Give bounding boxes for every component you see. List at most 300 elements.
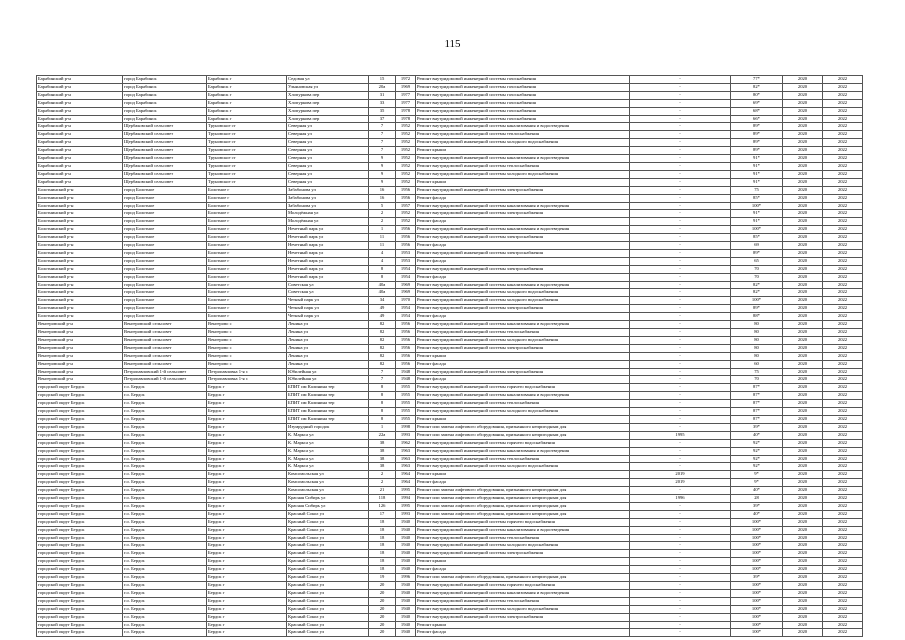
table-row xyxy=(37,210,863,218)
house-number-cell: 2 xyxy=(369,210,396,218)
work-type-cell: Ремонт внутридомовой инженерной системы канализования и водоотведения xyxy=(416,392,630,400)
start-year-cell: 2020 xyxy=(783,574,823,582)
last-repair-year-cell: - xyxy=(630,439,731,447)
last-repair-year-cell: - xyxy=(630,321,731,329)
street-cell: Красный Сокол ул xyxy=(287,526,369,534)
build-year-cell: 1955 xyxy=(396,392,416,400)
last-repair-year-cell: - xyxy=(630,265,731,273)
build-year-cell: 1956 xyxy=(396,194,416,202)
work-type-cell: Ремонт внутридомовой инженерной системы газоснабжения xyxy=(416,76,630,84)
wear-percent-cell: 91* xyxy=(731,178,783,186)
settlement-cell: Бердск г xyxy=(207,558,287,566)
build-year-cell: 1998 xyxy=(396,423,416,431)
start-year-cell: 2020 xyxy=(783,155,823,163)
wear-percent-cell: 39* xyxy=(731,502,783,510)
last-repair-year-cell: 2019 xyxy=(630,471,731,479)
house-number-cell: 20а xyxy=(369,83,396,91)
district-cell: городской округ Бердск xyxy=(37,408,123,416)
build-year-cell: 1955 xyxy=(396,408,416,416)
wear-percent-cell: 100* xyxy=(731,597,783,605)
municipality-cell: Венгеровский сельсовет xyxy=(123,344,207,352)
house-number-cell: 18 xyxy=(369,542,396,550)
build-year-cell: 1952 xyxy=(396,123,416,131)
work-type-cell: Ремонт внутридомовой инженерной системы холодного водоснабжения xyxy=(416,297,630,305)
work-type-cell: Ремонт внутридомовой инженерной системы теплоснабжения xyxy=(416,329,630,337)
settlement-cell: Венгерово с xyxy=(207,360,287,368)
work-type-cell: Ремонт внутридомовой инженерной системы газоснабжения xyxy=(416,91,630,99)
house-number-cell: 17 xyxy=(369,510,396,518)
wear-percent-cell: 87* xyxy=(731,384,783,392)
table-row xyxy=(37,558,863,566)
district-cell: городской округ Бердск xyxy=(37,392,123,400)
municipality-cell: Щербаковский сельсовет xyxy=(123,155,207,163)
work-type-cell: Ремонт или замена лифтового оборудования, признанного непригодным для xyxy=(416,487,630,495)
last-repair-year-cell: - xyxy=(630,455,731,463)
table-row xyxy=(37,273,863,281)
wear-percent-cell: 69* xyxy=(731,99,783,107)
start-year-cell: 2020 xyxy=(783,495,823,503)
last-repair-year-cell: - xyxy=(630,281,731,289)
build-year-cell: 1978 xyxy=(396,107,416,115)
work-type-cell: Ремонт внутридомовой инженерной системы канализования и водоотведения xyxy=(416,321,630,329)
build-year-cell: 1940 xyxy=(396,589,416,597)
street-cell: Ленина ул xyxy=(287,352,369,360)
table-row xyxy=(37,439,863,447)
municipality-cell: город Болотное xyxy=(123,257,207,265)
end-year-cell: 2022 xyxy=(823,336,863,344)
table-row xyxy=(37,629,863,637)
work-type-cell: Ремонт фасада xyxy=(416,242,630,250)
work-type-cell: Ремонт крыши xyxy=(416,558,630,566)
last-repair-year-cell: - xyxy=(630,115,731,123)
house-number-cell: 82 xyxy=(369,329,396,337)
last-repair-year-cell: - xyxy=(630,605,731,613)
district-cell: Болотнинский р-н xyxy=(37,218,123,226)
wear-percent-cell: 89* xyxy=(731,139,783,147)
municipality-cell: г.о. Бердск xyxy=(123,558,207,566)
end-year-cell: 2022 xyxy=(823,329,863,337)
district-cell: Барабинский р-н xyxy=(37,139,123,147)
end-year-cell: 2022 xyxy=(823,162,863,170)
street-cell: Нечетный парк ул xyxy=(287,234,369,242)
settlement-cell: Болотное г xyxy=(207,289,287,297)
build-year-cell: 1954 xyxy=(396,305,416,313)
table-row xyxy=(37,83,863,91)
district-cell: Венгеровский р-н xyxy=(37,368,123,376)
start-year-cell: 2020 xyxy=(783,249,823,257)
table-row xyxy=(37,218,863,226)
build-year-cell: 1963 xyxy=(396,463,416,471)
house-number-cell: 31 xyxy=(369,91,396,99)
end-year-cell: 2022 xyxy=(823,147,863,155)
build-year-cell: 1940 xyxy=(396,526,416,534)
settlement-cell: Бердск г xyxy=(207,510,287,518)
start-year-cell: 2020 xyxy=(783,218,823,226)
street-cell: Северная ул xyxy=(287,123,369,131)
district-cell: городской округ Бердск xyxy=(37,589,123,597)
work-type-cell: Ремонт внутридомовой инженерной системы горячего водоснабжения xyxy=(416,518,630,526)
work-type-cell: Ремонт фасада xyxy=(416,360,630,368)
wear-percent-cell: 39* xyxy=(731,423,783,431)
municipality-cell: Щербаковский сельсовет xyxy=(123,147,207,155)
settlement-cell: Бердск г xyxy=(207,415,287,423)
work-type-cell: Ремонт фасада xyxy=(416,194,630,202)
start-year-cell: 2020 xyxy=(783,226,823,234)
settlement-cell: Барабинск г xyxy=(207,83,287,91)
street-cell: Красный Сокол ул xyxy=(287,621,369,629)
wear-percent-cell: 70 xyxy=(731,376,783,384)
municipality-cell: город Болотное xyxy=(123,265,207,273)
build-year-cell: 1940 xyxy=(396,582,416,590)
street-cell: Нечетный парк ул xyxy=(287,257,369,265)
district-cell: городской округ Бердск xyxy=(37,613,123,621)
wear-percent-cell: 40* xyxy=(731,510,783,518)
wear-percent-cell: 91* xyxy=(731,162,783,170)
build-year-cell: 1952 xyxy=(396,131,416,139)
house-number-cell: 18 xyxy=(369,566,396,574)
work-type-cell: Ремонт крыши xyxy=(416,415,630,423)
end-year-cell: 2022 xyxy=(823,471,863,479)
district-cell: Барабинский р-н xyxy=(37,83,123,91)
end-year-cell: 2022 xyxy=(823,273,863,281)
work-type-cell: Ремонт крыши xyxy=(416,621,630,629)
build-year-cell: 1995 xyxy=(396,487,416,495)
last-repair-year-cell: - xyxy=(630,629,731,637)
house-number-cell: 8 xyxy=(369,265,396,273)
house-number-cell: 20 xyxy=(369,621,396,629)
municipality-cell: г.о. Бердск xyxy=(123,447,207,455)
street-cell: К. Маркса ул xyxy=(287,431,369,439)
work-type-cell: Ремонт внутридомовой инженерной системы канализования и водоотведения xyxy=(416,589,630,597)
start-year-cell: 2020 xyxy=(783,273,823,281)
district-cell: Болотнинский р-н xyxy=(37,273,123,281)
district-cell: Барабинский р-н xyxy=(37,155,123,163)
wear-percent-cell: 75 xyxy=(731,368,783,376)
settlement-cell: Бердск г xyxy=(207,502,287,510)
district-cell: городской округ Бердск xyxy=(37,431,123,439)
last-repair-year-cell: - xyxy=(630,313,731,321)
work-type-cell: Ремонт внутридомовой инженерной системы канализования и водоотведения xyxy=(416,526,630,534)
last-repair-year-cell: 1995 xyxy=(630,431,731,439)
end-year-cell: 2022 xyxy=(823,194,863,202)
settlement-cell: Бердск г xyxy=(207,574,287,582)
start-year-cell: 2020 xyxy=(783,479,823,487)
street-cell: Красный Сокол ул xyxy=(287,534,369,542)
last-repair-year-cell: - xyxy=(630,162,731,170)
work-type-cell: Ремонт внутридомовой инженерной системы газоснабжения xyxy=(416,83,630,91)
wear-percent-cell: 89* xyxy=(731,123,783,131)
start-year-cell: 2020 xyxy=(783,597,823,605)
work-type-cell: Ремонт внутридомовой инженерной системы электроснабжения xyxy=(416,186,630,194)
street-cell: Ульяновская ул xyxy=(287,83,369,91)
house-number-cell: 9 xyxy=(369,155,396,163)
end-year-cell: 2022 xyxy=(823,439,863,447)
municipality-cell: Венгеровский сельсовет xyxy=(123,360,207,368)
build-year-cell: 1940 xyxy=(396,558,416,566)
street-cell: Четный парк ул xyxy=(287,305,369,313)
municipality-cell: город Барабинск xyxy=(123,99,207,107)
settlement-cell: Бердск г xyxy=(207,471,287,479)
wear-percent-cell: 92* xyxy=(731,447,783,455)
build-year-cell: 1963 xyxy=(396,455,416,463)
last-repair-year-cell: - xyxy=(630,155,731,163)
last-repair-year-cell: - xyxy=(630,502,731,510)
street-cell: К. Маркса ул xyxy=(287,447,369,455)
repair-schedule-table xyxy=(36,75,863,637)
build-year-cell: 1969 xyxy=(396,281,416,289)
settlement-cell: Болотное г xyxy=(207,218,287,226)
start-year-cell: 2020 xyxy=(783,202,823,210)
work-type-cell: Ремонт или замена лифтового оборудования, признанного непригодным для xyxy=(416,510,630,518)
end-year-cell: 2022 xyxy=(823,257,863,265)
district-cell: Болотнинский р-н xyxy=(37,234,123,242)
end-year-cell: 2022 xyxy=(823,305,863,313)
end-year-cell: 2022 xyxy=(823,226,863,234)
house-number-cell: 37 xyxy=(369,115,396,123)
start-year-cell: 2020 xyxy=(783,368,823,376)
end-year-cell: 2022 xyxy=(823,376,863,384)
work-type-cell: Ремонт или замена лифтового оборудования, признанного непригодным для xyxy=(416,502,630,510)
district-cell: городской округ Бердск xyxy=(37,510,123,518)
district-cell: Болотнинский р-н xyxy=(37,265,123,273)
end-year-cell: 2022 xyxy=(823,265,863,273)
settlement-cell: Болотное г xyxy=(207,297,287,305)
build-year-cell: 1993 xyxy=(396,431,416,439)
street-cell: Северная ул xyxy=(287,162,369,170)
district-cell: городской округ Бердск xyxy=(37,526,123,534)
street-cell: Комсомольская ул xyxy=(287,471,369,479)
municipality-cell: г.о. Бердск xyxy=(123,605,207,613)
table-row xyxy=(37,305,863,313)
settlement-cell: Барабинск г xyxy=(207,99,287,107)
house-number-cell: 82 xyxy=(369,336,396,344)
end-year-cell: 2022 xyxy=(823,289,863,297)
end-year-cell: 2022 xyxy=(823,202,863,210)
wear-percent-cell: 100* xyxy=(731,526,783,534)
wear-percent-cell: 68* xyxy=(731,107,783,115)
house-number-cell: 18 xyxy=(369,534,396,542)
table-row xyxy=(37,202,863,210)
start-year-cell: 2020 xyxy=(783,566,823,574)
wear-percent-cell: 100* xyxy=(731,582,783,590)
start-year-cell: 2020 xyxy=(783,384,823,392)
build-year-cell: 1977 xyxy=(396,91,416,99)
street-cell: Красный Сокол ул xyxy=(287,613,369,621)
last-repair-year-cell: - xyxy=(630,242,731,250)
street-cell: Красный Сокол ул xyxy=(287,510,369,518)
street-cell: Хлопуркова пер xyxy=(287,91,369,99)
street-cell: Красный Сокол ул xyxy=(287,605,369,613)
municipality-cell: г.о. Бердск xyxy=(123,487,207,495)
municipality-cell: город Болотное xyxy=(123,234,207,242)
wear-percent-cell: 82* xyxy=(731,83,783,91)
street-cell: Красный Сокол ул xyxy=(287,542,369,550)
street-cell: К. Маркса ул xyxy=(287,463,369,471)
municipality-cell: город Болотное xyxy=(123,186,207,194)
build-year-cell: 1963 xyxy=(396,447,416,455)
district-cell: Барабинский р-н xyxy=(37,99,123,107)
start-year-cell: 2020 xyxy=(783,131,823,139)
start-year-cell: 2020 xyxy=(783,123,823,131)
municipality-cell: город Болотное xyxy=(123,305,207,313)
end-year-cell: 2022 xyxy=(823,415,863,423)
municipality-cell: г.о. Бердск xyxy=(123,597,207,605)
last-repair-year-cell: - xyxy=(630,423,731,431)
end-year-cell: 2022 xyxy=(823,526,863,534)
district-cell: Венгеровский р-н xyxy=(37,321,123,329)
build-year-cell: 1952 xyxy=(396,218,416,226)
table-row xyxy=(37,99,863,107)
wear-percent-cell: 100* xyxy=(731,566,783,574)
house-number-cell: 20 xyxy=(369,605,396,613)
house-number-cell: 49 xyxy=(369,313,396,321)
street-cell: Забабонова ул xyxy=(287,186,369,194)
start-year-cell: 2020 xyxy=(783,431,823,439)
end-year-cell: 2022 xyxy=(823,186,863,194)
settlement-cell: Бердск г xyxy=(207,542,287,550)
last-repair-year-cell: - xyxy=(630,487,731,495)
district-cell: городской округ Бердск xyxy=(37,447,123,455)
build-year-cell: 1972 xyxy=(396,76,416,84)
table-body xyxy=(37,76,863,637)
work-type-cell: Ремонт внутридомовой инженерной системы электроснабжения xyxy=(416,210,630,218)
last-repair-year-cell: - xyxy=(630,99,731,107)
table-row xyxy=(37,518,863,526)
build-year-cell: 1940 xyxy=(396,613,416,621)
municipality-cell: г.о. Бердск xyxy=(123,542,207,550)
start-year-cell: 2020 xyxy=(783,344,823,352)
last-repair-year-cell: - xyxy=(630,344,731,352)
district-cell: городской округ Бердск xyxy=(37,566,123,574)
district-cell: Болотнинский р-н xyxy=(37,194,123,202)
municipality-cell: Щербаковский сельсовет xyxy=(123,162,207,170)
wear-percent-cell: 70 xyxy=(731,265,783,273)
house-number-cell: 49 xyxy=(369,305,396,313)
last-repair-year-cell: - xyxy=(630,336,731,344)
table-row xyxy=(37,526,863,534)
build-year-cell: 1940 xyxy=(396,566,416,574)
last-repair-year-cell: - xyxy=(630,360,731,368)
work-type-cell: Ремонт фасада xyxy=(416,566,630,574)
start-year-cell: 2020 xyxy=(783,210,823,218)
end-year-cell: 2022 xyxy=(823,115,863,123)
end-year-cell: 2022 xyxy=(823,297,863,305)
end-year-cell: 2022 xyxy=(823,534,863,542)
wear-percent-cell: 100* xyxy=(731,297,783,305)
house-number-cell: 1 xyxy=(369,423,396,431)
table-row xyxy=(37,139,863,147)
wear-percent-cell: 77* xyxy=(731,76,783,84)
end-year-cell: 2022 xyxy=(823,542,863,550)
settlement-cell: Бердск г xyxy=(207,463,287,471)
end-year-cell: 2022 xyxy=(823,597,863,605)
table-row xyxy=(37,360,863,368)
settlement-cell: Бердск г xyxy=(207,605,287,613)
last-repair-year-cell: - xyxy=(630,582,731,590)
work-type-cell: Ремонт фасада xyxy=(416,629,630,637)
build-year-cell: 1952 xyxy=(396,155,416,163)
end-year-cell: 2022 xyxy=(823,210,863,218)
start-year-cell: 2020 xyxy=(783,487,823,495)
work-type-cell: Ремонт фасада xyxy=(416,313,630,321)
district-cell: Барабинский р-н xyxy=(37,123,123,131)
start-year-cell: 2020 xyxy=(783,107,823,115)
settlement-cell: Труновское ст xyxy=(207,178,287,186)
start-year-cell: 2020 xyxy=(783,329,823,337)
district-cell: Болотнинский р-н xyxy=(37,202,123,210)
street-cell: Забабонова ул xyxy=(287,194,369,202)
district-cell: Болотнинский р-н xyxy=(37,210,123,218)
last-repair-year-cell: - xyxy=(630,534,731,542)
end-year-cell: 2022 xyxy=(823,368,863,376)
municipality-cell: Щербаковский сельсовет xyxy=(123,170,207,178)
settlement-cell: Болотное г xyxy=(207,226,287,234)
work-type-cell: Ремонт внутридомовой инженерной системы горячего водоснабжения xyxy=(416,384,630,392)
end-year-cell: 2022 xyxy=(823,218,863,226)
work-type-cell: Ремонт внутридомовой инженерной системы теплоснабжения xyxy=(416,400,630,408)
house-number-cell: 20 xyxy=(369,613,396,621)
work-type-cell: Ремонт внутридомовой инженерной системы канализования и водоотведения xyxy=(416,281,630,289)
district-cell: Венгеровский р-н xyxy=(37,376,123,384)
district-cell: Барабинский р-н xyxy=(37,131,123,139)
work-type-cell: Ремонт внутридомовой инженерной системы газоснабжения xyxy=(416,99,630,107)
build-year-cell: 1956 xyxy=(396,344,416,352)
table-row xyxy=(37,115,863,123)
start-year-cell: 2020 xyxy=(783,534,823,542)
table-row xyxy=(37,147,863,155)
house-number-cell: 20 xyxy=(369,589,396,597)
work-type-cell: Ремонт внутридомовой инженерной системы холодного водоснабжения xyxy=(416,542,630,550)
build-year-cell: 1957 xyxy=(396,202,416,210)
municipality-cell: город Болотное xyxy=(123,289,207,297)
table-row xyxy=(37,502,863,510)
end-year-cell: 2022 xyxy=(823,550,863,558)
street-cell: Ленина ул xyxy=(287,336,369,344)
district-cell: городской округ Бердск xyxy=(37,629,123,637)
wear-percent-cell: 100* xyxy=(731,518,783,526)
build-year-cell: 1956 xyxy=(396,329,416,337)
last-repair-year-cell: - xyxy=(630,91,731,99)
start-year-cell: 2020 xyxy=(783,76,823,84)
wear-percent-cell: 80 xyxy=(731,321,783,329)
wear-percent-cell: 87* xyxy=(731,400,783,408)
work-type-cell: Ремонт внутридомовой инженерной системы электроснабжения xyxy=(416,344,630,352)
table-row xyxy=(37,589,863,597)
district-cell: Болотнинский р-н xyxy=(37,226,123,234)
street-cell: Ленина ул xyxy=(287,321,369,329)
street-cell: Красная Сибирь ул xyxy=(287,495,369,503)
house-number-cell: 2 xyxy=(369,479,396,487)
last-repair-year-cell: - xyxy=(630,289,731,297)
settlement-cell: Труновское ст xyxy=(207,170,287,178)
table-row xyxy=(37,352,863,360)
wear-percent-cell: 88* xyxy=(731,313,783,321)
house-number-cell: 82 xyxy=(369,321,396,329)
wear-percent-cell: 40* xyxy=(731,487,783,495)
table-row xyxy=(37,455,863,463)
end-year-cell: 2022 xyxy=(823,139,863,147)
table-row xyxy=(37,597,863,605)
last-repair-year-cell: - xyxy=(630,589,731,597)
settlement-cell: Болотное г xyxy=(207,305,287,313)
house-number-cell: 9 xyxy=(369,170,396,178)
wear-percent-cell: 92* xyxy=(731,439,783,447)
street-cell: Красный Сокол ул xyxy=(287,574,369,582)
last-repair-year-cell: - xyxy=(630,170,731,178)
house-number-cell: 118 xyxy=(369,495,396,503)
end-year-cell: 2022 xyxy=(823,170,863,178)
settlement-cell: Бердск г xyxy=(207,597,287,605)
